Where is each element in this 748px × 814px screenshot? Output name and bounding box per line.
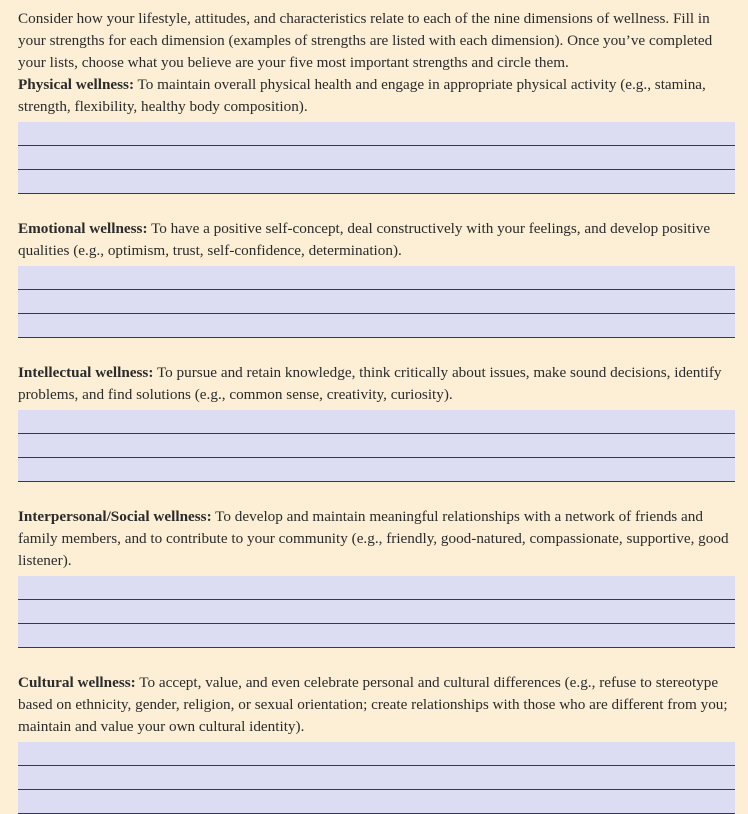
section-title: Emotional wellness: (18, 220, 148, 237)
section-title: Physical wellness: (18, 76, 135, 93)
section-cultural (18, 672, 735, 814)
answer-lines (18, 742, 735, 814)
section-gap (18, 482, 735, 506)
section-title: Interpersonal/Social wellness: (18, 508, 212, 525)
section-description: To accept, value, and even celebrate personal and cultural differences (e.g., refuse to stereotype based on ethnicity, gender, religion, or sexual orientation; create relationships with those who are different from you; maintain and value your own cultural identity). (18, 674, 728, 735)
answer-line-1[interactable] (18, 122, 735, 146)
answer-line-2[interactable] (18, 290, 735, 314)
section-gap (18, 338, 735, 362)
answer-line-3[interactable] (18, 790, 735, 814)
answer-line-1[interactable] (18, 742, 735, 766)
section-interpersonal-social (18, 506, 735, 648)
section-description: To maintain overall physical health and engage in appropriate physical activity (e.g., stamina, strength, flexibility, healthy body composition). (18, 76, 706, 115)
section-text (18, 506, 735, 572)
section-text (18, 362, 735, 406)
section-gap (18, 648, 735, 672)
section-intellectual (18, 362, 735, 482)
section-text (18, 672, 735, 738)
answer-line-2[interactable] (18, 434, 735, 458)
answer-line-2[interactable] (18, 146, 735, 170)
section-text (18, 74, 735, 118)
section-physical (18, 74, 735, 194)
answer-line-2[interactable] (18, 766, 735, 790)
answer-lines (18, 410, 735, 482)
section-title: Cultural wellness: (18, 674, 136, 691)
answer-line-3[interactable] (18, 624, 735, 648)
section-text (18, 218, 735, 262)
section-emotional (18, 218, 735, 338)
section-title: Intellectual wellness: (18, 364, 154, 381)
answer-lines (18, 122, 735, 194)
answer-lines (18, 576, 735, 648)
answer-line-1[interactable] (18, 410, 735, 434)
intro-paragraph: Consider how your lifestyle, attitudes, and characteristics relate to each of the nine dimensions of wellness. Fill in your strengths for each dimension (examples of strengths are listed with each dimension). Once you’ve completed your lists, choose what you believe are your five most important strengths and circle them. (18, 10, 713, 71)
section-description: To have a positive self-concept, deal constructively with your feelings, and develop positive qualities (e.g., optimism, trust, self-confidence, determination). (18, 220, 711, 259)
answer-line-2[interactable] (18, 600, 735, 624)
section-description: To develop and maintain meaningful relationships with a network of friends and family members, and to contribute to your community (e.g., friendly, good-natured, compassionate, supportive, good listener). (18, 508, 729, 569)
answer-line-1[interactable] (18, 576, 735, 600)
answer-line-3[interactable] (18, 314, 735, 338)
answer-line-1[interactable] (18, 266, 735, 290)
answer-lines (18, 266, 735, 338)
section-gap (18, 194, 735, 218)
answer-line-3[interactable] (18, 458, 735, 482)
section-description: To pursue and retain knowledge, think critically about issues, make sound decisions, identify problems, and find solutions (e.g., common sense, creativity, curiosity). (18, 364, 722, 403)
answer-line-3[interactable] (18, 170, 735, 194)
